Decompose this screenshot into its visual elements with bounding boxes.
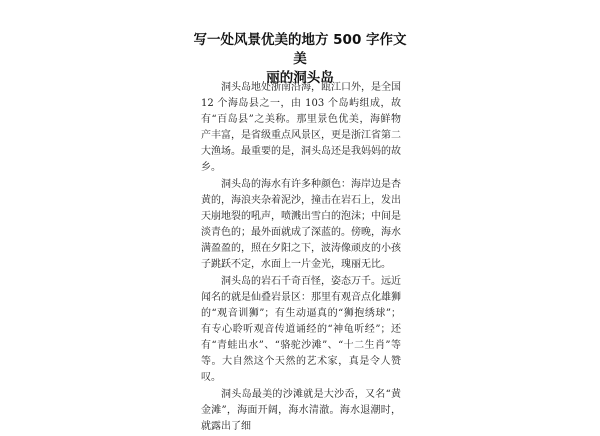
- essay-body: [201, 80, 401, 436]
- paragraph-4: 洞头岛最美的沙滩就是大沙岙，又名“黄金滩”，海面开阔，海水清澈。海水退潮时，就露出了细: [201, 389, 401, 432]
- title-line-2: 丽的洞头岛: [266, 70, 334, 86]
- paragraph-2: 洞头岛的海水有许多种颜色：海岸边是杏黄的，海浪夹杂着泥沙，撞击在岩石上，发出天崩地裂的吼声，喷溅出雪白的泡沫；中间是淡青色的；最外面就成了深蓝的。傍晚，海水满盈盈的，照在夕阳之下，波涛像顽皮的小孩子跳跃不定，水面上一片金光，瑰丽无比。: [201, 179, 401, 270]
- title-line-1: 写一处风景优美的地方 500 字作文 美: [193, 32, 407, 67]
- paragraph-3: 洞头岛的岩石千奇百怪，姿态万千。远近闻名的就是仙叠岩景区：那里有观音点化雄狮的“观音训狮”；有生动逼真的“狮抱绣球”；有专心聆听观音传道诵经的“神龟听经”；还有“青蛙出水”、“骆驼沙滩”、“十二生肖”等等。大自然这个天然的艺术家，真是令人赞叹。: [201, 276, 401, 383]
- paragraph-1: 洞头岛地处浙南沿海，瓯江口外，是全国 12 个海岛县之一，由 103 个岛屿组成，故有“百岛县”之美称。那里景色优美，海鲜物产丰富，是省级重点风景区，更是浙江省第二大渔场。最重要的是，洞头岛还是我妈妈的故乡。: [201, 82, 401, 173]
